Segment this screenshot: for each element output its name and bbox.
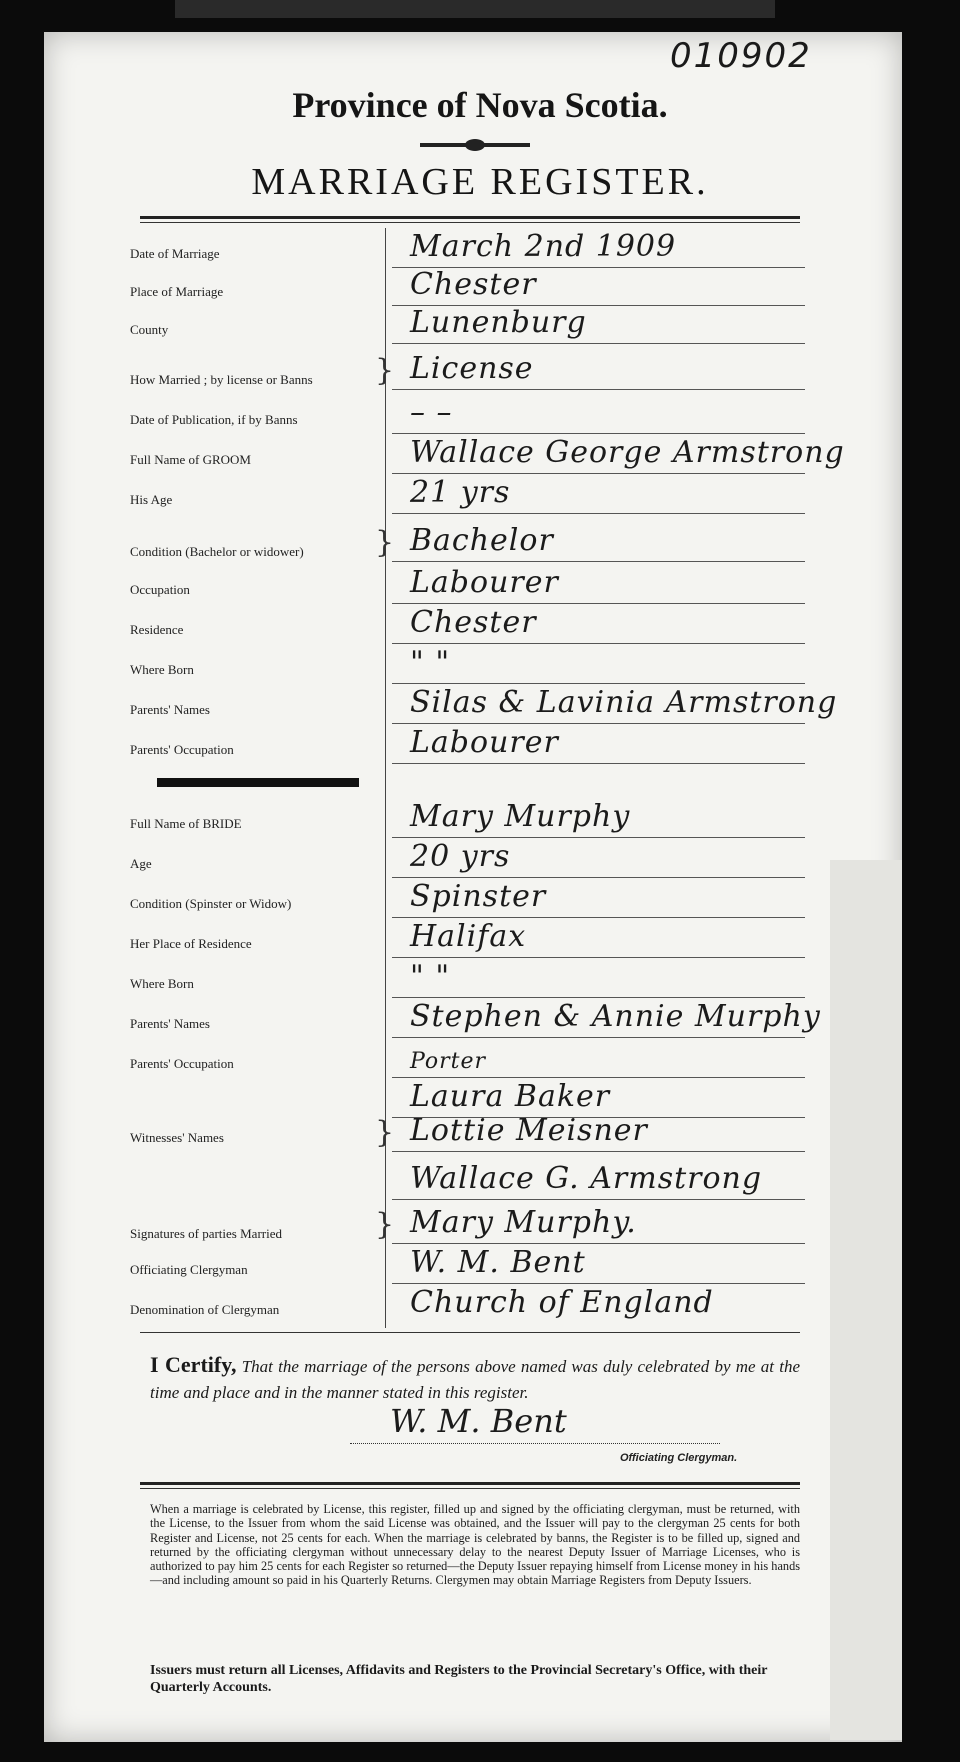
field-row	[130, 800, 805, 838]
field-label: Where Born	[130, 662, 194, 678]
field-label: His Age	[130, 492, 173, 508]
field-value: Labourer	[410, 565, 559, 600]
field-value: Lottie Meisner	[410, 1113, 648, 1148]
register-title: MARRIAGE REGISTER.	[251, 161, 709, 203]
field-row	[130, 396, 805, 434]
field-label: Date of Marriage	[130, 246, 220, 262]
field-value: W. M. Bent	[410, 1245, 586, 1280]
signature-caption: Officiating Clergyman.	[620, 1452, 738, 1464]
field-value: Laura Baker	[410, 1079, 611, 1114]
field-row	[130, 606, 805, 644]
field-row	[130, 726, 805, 764]
certify-lead: I Certify,	[150, 1352, 237, 1377]
field-label: Full Name of GROOM	[130, 452, 251, 468]
field-underline	[392, 763, 805, 764]
field-value: Bachelor	[410, 523, 554, 558]
field-row	[130, 435, 845, 474]
field-label: Condition (Bachelor or widower)	[130, 544, 304, 560]
brace-glyph: }	[375, 1207, 395, 1242]
field-value: Lunenburg	[410, 305, 587, 340]
field-row	[130, 685, 838, 724]
notice-rule	[140, 1482, 800, 1485]
field-underline	[392, 1151, 805, 1152]
scan-top-strip	[175, 0, 775, 18]
field-label: Place of Marriage	[130, 284, 224, 300]
field-label: Officiating Clergyman	[130, 1262, 248, 1278]
field-label: Parents' Names	[130, 702, 210, 718]
field-label: Date of Publication, if by Banns	[130, 412, 298, 428]
brace-glyph: }	[375, 1115, 395, 1150]
field-row	[130, 476, 805, 514]
field-label: Her Place of Residence	[130, 936, 252, 952]
certification-text	[150, 1352, 800, 1406]
field-underline	[392, 837, 805, 838]
field-value: Porter	[410, 1049, 487, 1074]
certify-body: That the marriage of the persons above named was duly celebrated by me at the time and place and in the manner stated in this register.	[150, 1357, 801, 1402]
field-value: Labourer	[410, 725, 559, 760]
field-value: Spinster	[410, 879, 547, 914]
field-row	[130, 1162, 805, 1200]
field-underline	[392, 561, 805, 562]
field-row	[130, 524, 805, 562]
field-value: Wallace G. Armstrong	[410, 1161, 763, 1196]
field-label: Full Name of BRIDE	[130, 816, 242, 832]
field-underline	[392, 877, 805, 878]
field-value: Halifax	[410, 919, 527, 954]
field-value: Chester	[410, 267, 537, 302]
field-row	[130, 1246, 805, 1284]
field-row	[130, 1286, 805, 1324]
field-value: Mary Murphy	[410, 799, 631, 834]
field-label: Parents' Occupation	[130, 742, 234, 758]
field-label: Denomination of Clergyman	[130, 1302, 280, 1318]
field-value: Stephen & Annie Murphy	[410, 999, 821, 1034]
field-underline	[392, 957, 805, 958]
field-label: Condition (Spinster or Widow)	[130, 896, 292, 912]
brace-glyph: }	[375, 525, 395, 560]
field-value: Chester	[410, 605, 537, 640]
field-value: Church of England	[410, 1285, 714, 1320]
field-label: Parents' Occupation	[130, 1056, 234, 1072]
field-row	[130, 268, 805, 306]
certifying-signature: W. M. Bent	[390, 1402, 567, 1440]
license-notice: When a marriage is celebrated by License, this register, filled up and signed by the officiating clergyman, must be returned, with the License, to the Issuer from whom the said License was obtained, and the Issuer will pay to the clergyman 25 cents for both Register and License, not 25 cents for each. When the marriage is celebrated by banns, the Register is to be filled up, signed and returned by the officiating clergyman without unnecessary delay to the nearest Deputy Issuer of Marriage Licenses, who is authorized to pay him 25 cents for each Register so returned—the Deputy Issuer repaying himself from License money in his hands—and including amount so paid in his Quarterly Returns. Clergymen may obtain Marriage Registers from Deputy Issuers.	[150, 1502, 800, 1588]
field-value: Silas & Lavinia Armstrong	[410, 685, 838, 720]
field-label: Signatures of parties Married	[130, 1226, 282, 1242]
field-value: – –	[410, 395, 453, 430]
field-underline	[392, 1283, 805, 1284]
signature-line	[350, 1443, 720, 1445]
field-row	[130, 352, 805, 390]
serial-number: 010902	[670, 36, 812, 76]
field-value: 21 yrs	[410, 475, 511, 510]
field-value: Wallace George Armstrong	[410, 435, 845, 470]
header-rule-thin	[140, 222, 800, 223]
field-row	[130, 230, 805, 268]
field-label: Parents' Names	[130, 1016, 210, 1032]
field-row	[130, 960, 805, 998]
field-underline	[392, 643, 805, 644]
field-underline	[392, 1037, 805, 1038]
field-underline	[392, 513, 805, 514]
field-row	[130, 1114, 805, 1152]
field-label: Occupation	[130, 582, 190, 598]
notice-rule-thin	[140, 1488, 800, 1489]
field-row	[130, 1206, 805, 1244]
field-row	[130, 920, 805, 958]
field-label: How Married ; by license or Banns	[130, 372, 313, 388]
field-underline	[392, 1199, 805, 1200]
field-label: County	[130, 322, 169, 338]
field-value: " "	[410, 959, 451, 994]
issuers-notice: Issuers must return all Licenses, Affidavits and Registers to the Provincial Secretary's Office, with their Quarterly Accounts.	[150, 1663, 768, 1695]
province-title: Province of Nova Scotia.	[292, 85, 668, 125]
field-underline	[392, 1243, 805, 1244]
field-row	[130, 840, 805, 878]
field-row	[130, 1040, 805, 1078]
field-underline	[392, 433, 805, 434]
field-row	[130, 306, 805, 344]
title-ornament	[420, 143, 530, 147]
certify-rule	[140, 1332, 800, 1333]
header-rule	[140, 216, 800, 219]
field-underline	[392, 723, 805, 724]
field-underline	[392, 603, 805, 604]
field-row	[130, 646, 805, 684]
field-row	[130, 999, 821, 1038]
field-label: Residence	[130, 622, 184, 638]
field-value: Mary Murphy.	[410, 1205, 637, 1240]
paper-fold-edge	[830, 860, 902, 1740]
field-row	[130, 880, 805, 918]
brace-glyph: }	[375, 353, 395, 388]
bride-section-divider	[157, 778, 359, 787]
field-label: Where Born	[130, 976, 194, 992]
field-value: " "	[410, 645, 451, 680]
field-row	[130, 566, 805, 604]
field-underline	[392, 389, 805, 390]
field-value: 20 yrs	[410, 839, 511, 874]
field-value: March 2nd 1909	[410, 229, 677, 264]
field-label: Witnesses' Names	[130, 1130, 224, 1146]
field-underline	[392, 343, 805, 344]
field-underline	[392, 917, 805, 918]
field-label: Age	[130, 856, 152, 872]
field-value: License	[410, 351, 534, 386]
field-underline	[392, 997, 805, 998]
field-underline	[392, 683, 805, 684]
field-underline	[392, 473, 805, 474]
field-underline	[392, 1077, 805, 1078]
